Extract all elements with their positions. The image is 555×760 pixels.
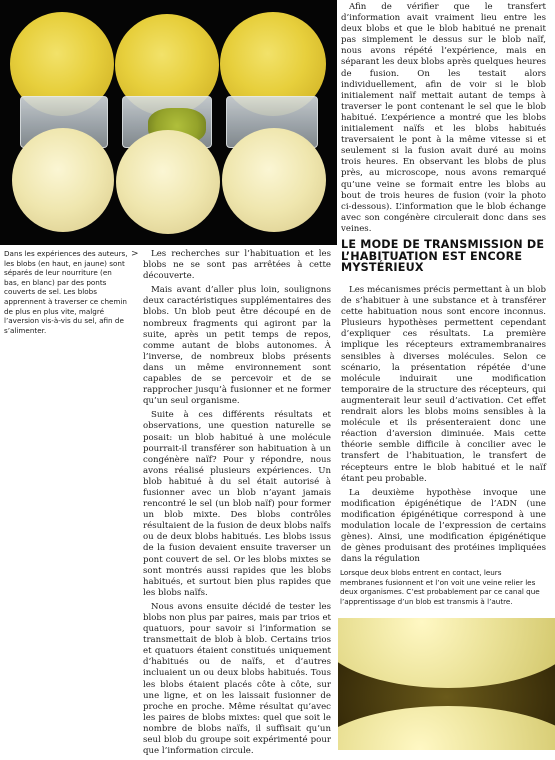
article-column-middle	[143, 249, 331, 760]
white-food-2	[116, 130, 220, 234]
continuation-arrow: >	[131, 249, 139, 259]
paragraph: Mais avant d’aller plus loin, soulignons deux caractéristiques supplémentaires des blobs. Un blob peut être découpé en de nombreux fragments qui agiront par la suite, après un petit temps de repos, comme autant de blobs autonomes. À l’inverse, de nombreux blobs présents dans un même environnement sont capables de se percevoir et de se rapprocher jusqu’à fusionner et ne former qu’un seul organisme.	[143, 285, 331, 407]
section-heading: LE MODE DE TRANSMISSION DE L’HABITUATION EST ENCORE MYSTÉRIEUX	[341, 238, 545, 275]
lower-blob-membrane	[338, 706, 555, 750]
paragraph: Les recherches sur l’habituation et les blobs ne se sont pas arrêtées à cette découverte.	[143, 249, 331, 282]
white-food-3	[222, 128, 326, 232]
article-column-right-top	[341, 2, 546, 238]
white-food-1	[12, 128, 114, 232]
figure-caption-top: Dans les expériences des auteurs, les blobs (en haut, en jaune) sont séparés de leur nourriture (en bas, en blanc) par des ponts couverts de sel. Les blobs apprennent à traverser ce chemin de plus en plus vite, malgré l’aversion vis-à-vis du sel, afin de s’alimenter.	[4, 249, 128, 335]
paragraph: Nous avons ensuite décidé de tester les blobs non plus par paires, mais par trios et quatuors, pour savoir si l’information se transmettait de blob à blob. Certains trios et quatuors étaient constitués uniquement d’habitués ou de naïfs, et d’autres incluaient un ou deux blobs habitués. Tous les blobs étaient placés côte à côte, sur une ligne, et on les laissait fusionner de proche en proche. Même résultat qu’avec les paires de blobs mixtes: quel que soit le nombre de blobs naïfs, il suffisait qu’un seul blob du groupe soit expérimenté pour que l’information circule.	[143, 601, 331, 757]
paragraph: Suite à ces différents résultats et observations, une question naturelle se posait: un blob habitué à une molécule pourrait-il transférer son habituation à un congénère naïf? Pour y répondre, nous avons réalisé plusieurs expériences. Un blob habitué à du sel était autorisé à fusionner avec un blob n’ayant jamais rencontré le sel (un blob naïf) pour former un blob mixte. Des blobs contrôles résultaient de la fusion de deux blobs naïfs ou de deux blobs habitués. Les blobs issus de la fusion devaient ensuite traverser un pont couvert de sel. Or les blobs mixtes se sont montrés aussi rapides que les blobs habitués, et surtout bien plus rapides que les blobs naïfs.	[143, 410, 331, 598]
blob-fusion-photo	[338, 618, 555, 750]
blob-experiment-photo	[0, 0, 337, 245]
article-column-right-mid	[341, 285, 546, 568]
upper-blob-membrane	[338, 618, 555, 688]
figure-caption-bottom: Lorsque deux blobs entrent en contact, leurs membranes fusionnent et l’on voit une veine relier les deux organismes. C’est probablement par ce canal que l’apprentissage d’un blob est transmis à l’autre.	[340, 568, 540, 606]
paragraph: Les mécanismes précis permettant à un blob de s’habituer à une substance et à transférer cette habituation nous sont encore inconnus. Plusieurs hypothèses permettent cependant d’expliquer ces résultats. La première implique les récepteurs extramembranaires sensibles à diverses molécules. Selon ce scénario, la présentation répétée d’une molécule induirait une modification temporaire de la structure des récepteurs, qui augmenterait leur seuil d’activation. Cet effet rendrait alors les blobs moins sensibles à la molécule et ils présenteraient donc une réaction d’aversion diminuée. Mais cette théorie semble difficile à concilier avec le transfert de l’habituation, le transfert de récepteurs entre le blob habitué et le naïf étant peu probable.	[341, 285, 546, 484]
paragraph: Afin de vérifier que le transfert d’information avait vraiment lieu entre les deux blobs et que le blob habitué ne prenait pas simplement le dessus sur le blob naïf, nous avons répété l’expérience, mais en séparant les deux blobs après quelques heures de fusion. On les testait alors individuellement, afin de voir si le blob initialement naïf mettait autant de temps à traverser le pont contenant le sel que le blob habitué. L’expérience a montré que les blobs initialement naïfs et les blobs habitués traversaient le pont à la même vitesse si et seulement si la fusion avait duré au moins trois heures. En observant les blobs de plus près, au microscope, nous avons remarqué qu’une veine se formait entre les blobs au bout de trois heures de fusion (voir la photo ci-dessous). L’information que le blob échange avec son congénère circulerait donc dans ses veines.	[341, 2, 546, 234]
paragraph: La deuxième hypothèse invoque une modification épigénétique de l’ADN (une modification épigénétique correspond à une modulation locale de l’expression de certains gènes). Ainsi, une modification épigénétique de gènes produisant des protéines impliquées dans la régulation	[341, 487, 546, 565]
